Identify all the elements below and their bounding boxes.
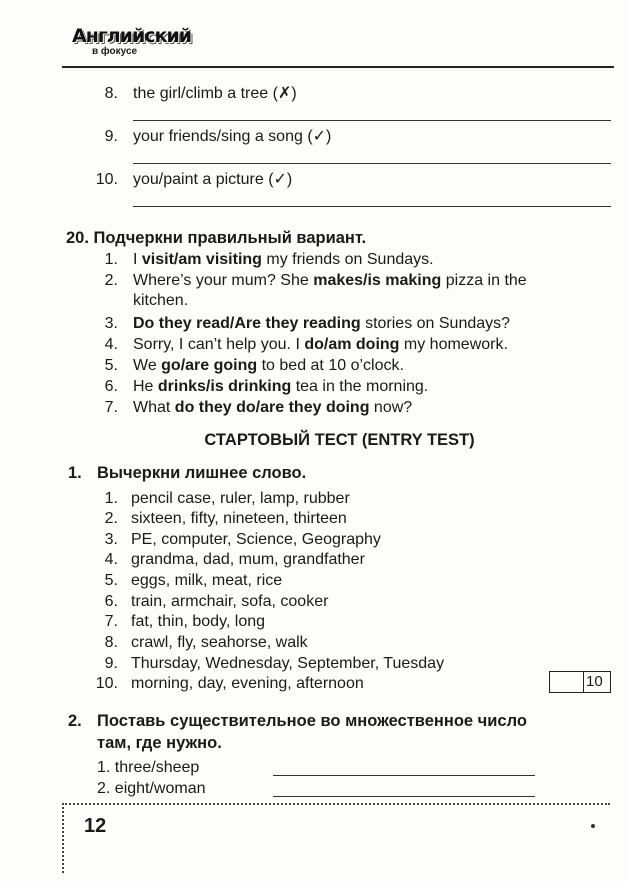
item-text: Sorry, I can’t help you. I do/am doing my homework. (133, 336, 508, 353)
logo (72, 25, 192, 64)
logo-title: Английский (72, 25, 192, 47)
task-2-title-line2: там, где нужно. (97, 734, 222, 752)
item-text: crawl, fly, seahorse, walk (131, 634, 308, 651)
item-text: your friends/sing a song (✓) (133, 128, 332, 145)
item-text: kitchen. (133, 292, 189, 309)
header-rule (62, 66, 614, 68)
item-text: We go/are going to bed at 10 o’clock. (133, 357, 404, 374)
footer-rule (62, 803, 610, 805)
item-number: 3. (104, 531, 118, 548)
item-number: 4. (104, 551, 118, 568)
item-number: 6. (104, 593, 118, 610)
score-input[interactable] (550, 672, 584, 692)
item-text: sixteen, fifty, nineteen, thirteen (131, 510, 347, 527)
score-max: 10 (586, 673, 603, 690)
item-number: 3. (104, 315, 118, 332)
item-text: What do they do/are they doing now? (133, 399, 413, 416)
item-text: fat, thin, body, long (131, 613, 266, 630)
item-number: 8. (104, 85, 118, 102)
item-number: 8. (104, 634, 118, 651)
task-2-number: 2. (68, 712, 82, 730)
item-number: 9. (104, 128, 118, 145)
item-number: 10. (95, 171, 118, 188)
item-text: I visit/am visiting my friends on Sundays. (133, 251, 434, 268)
item-number: 2. (104, 272, 118, 289)
task-2-title: Поставь существительное во множественное число (97, 712, 527, 730)
logo-subtitle: в фокусе (92, 46, 138, 57)
page-number: 12 (84, 815, 107, 837)
entry-test-title: СТАРТОВЫЙ ТЕСТ (ENTRY TEST) (204, 431, 475, 449)
item-number: 9. (104, 655, 118, 672)
item-text: Do they read/Are they reading stories on Sundays? (133, 315, 511, 332)
item-text: 1. three/sheep (97, 759, 200, 776)
item-number: 1. (104, 251, 118, 268)
list-item (97, 779, 206, 799)
item-text: grandma, dad, mum, grandfather (131, 551, 365, 568)
item-text: eggs, milk, meat, rice (131, 572, 283, 589)
item-number: 6. (104, 378, 118, 395)
item-text: He drinks/is drinking tea in the morning. (133, 378, 429, 395)
item-number: 10. (95, 675, 118, 692)
task-1-title: Вычеркни лишнее слово. (97, 464, 307, 482)
item-number: 1. (104, 490, 118, 507)
task-1-number: 1. (68, 464, 82, 482)
answer-line[interactable] (133, 163, 611, 164)
item-text: morning, day, evening, afternoon (131, 675, 364, 692)
footer-margin-rule (62, 803, 64, 873)
item-number: 2. (104, 510, 118, 527)
exercise-20-title: 20. Подчеркни правильный вариант. (66, 229, 367, 247)
answer-line[interactable] (133, 206, 611, 207)
bullet-dot (591, 824, 595, 828)
item-text: pencil case, ruler, lamp, rubber (131, 490, 350, 507)
item-text: Where’s your mum? She makes/is making pizza in the (133, 272, 527, 289)
item-number: 5. (104, 572, 118, 589)
item-text: train, armchair, sofa, cooker (131, 593, 329, 610)
item-text: Thursday, Wednesday, September, Tuesday (131, 655, 445, 672)
answer-line[interactable] (133, 120, 611, 121)
item-text: the girl/climb a tree (✗) (133, 85, 297, 102)
item-text: 2. eight/woman (97, 780, 206, 797)
item-number: 7. (104, 613, 118, 630)
item-text: you/paint a picture (✓) (133, 171, 293, 188)
answer-line[interactable] (273, 796, 535, 797)
answer-line[interactable] (273, 775, 535, 776)
score-box[interactable] (549, 671, 611, 693)
item-number: 7. (104, 399, 118, 416)
list-item (97, 758, 199, 778)
item-number: 5. (104, 357, 118, 374)
item-text: PE, computer, Science, Geography (131, 531, 381, 548)
item-number: 4. (104, 336, 118, 353)
